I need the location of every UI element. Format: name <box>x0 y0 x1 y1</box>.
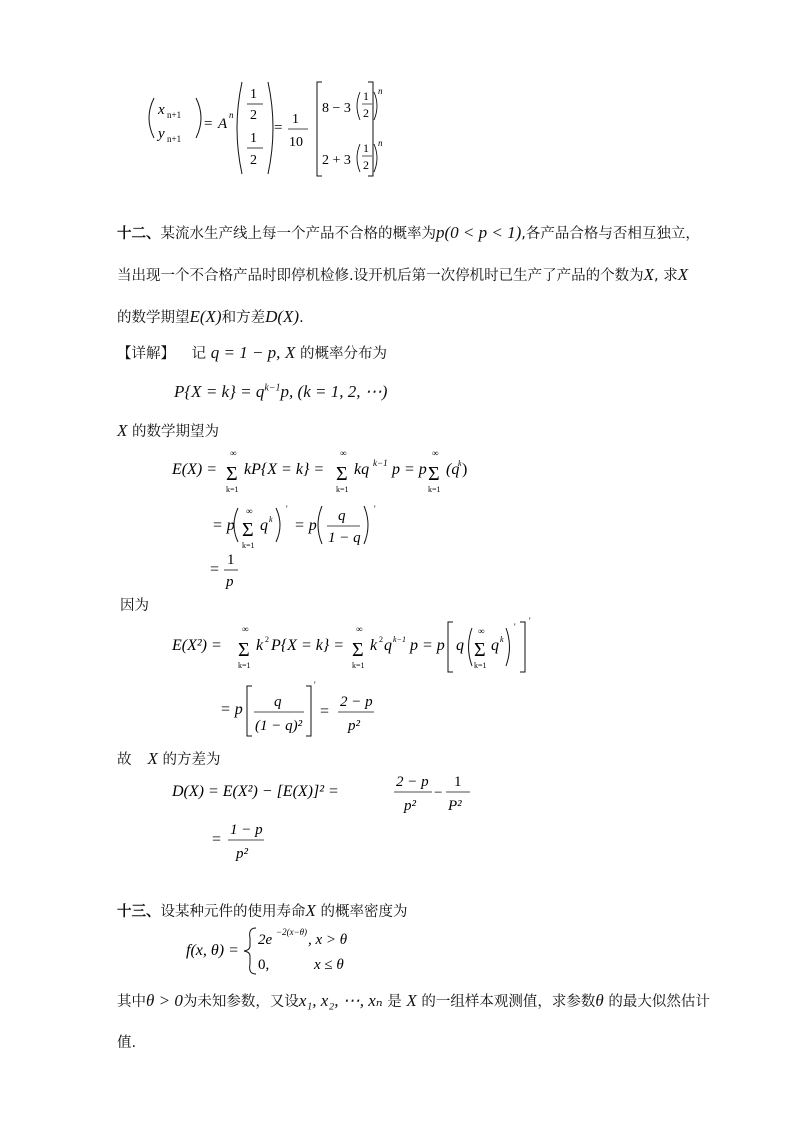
svg-text:2 − p: 2 − p <box>396 774 429 790</box>
pdf-equation <box>186 922 366 978</box>
svg-text:(1 − q)²: (1 − q)² <box>255 718 303 734</box>
svg-text:': ' <box>514 622 516 632</box>
svg-text:': ' <box>286 504 288 514</box>
because-label: 因为 <box>120 598 149 614</box>
svg-text:D(X) = E(X²) − [E(X)]² =: D(X) = E(X²) − [E(X)]² = <box>172 783 339 800</box>
svg-text:1: 1 <box>250 87 257 102</box>
svg-text:n: n <box>378 138 383 148</box>
svg-text:kP{X = k} =: kP{X = k} = <box>244 461 325 478</box>
svg-text:2 − p: 2 − p <box>340 694 373 710</box>
svg-text:q: q <box>491 637 499 654</box>
svg-text:k−1: k−1 <box>393 635 406 644</box>
svg-text:0,: 0, <box>258 957 270 973</box>
svg-text:k: k <box>458 459 462 468</box>
section13-line2: 其中θ > 0为未知参数，又设x₁, x₂, ⋯, xₙ 是 X 的一组样本观测值，求参数θ 的最大似然估计 <box>117 991 710 1010</box>
svg-text:k: k <box>269 515 273 524</box>
svg-text:k=1: k=1 <box>474 661 487 670</box>
svg-text:=: = <box>212 831 222 848</box>
svg-text:k=1: k=1 <box>352 661 365 670</box>
svg-text:': ' <box>374 504 376 514</box>
svg-text:k: k <box>370 637 378 654</box>
svg-text:Σ: Σ <box>428 463 440 485</box>
svg-text:, x > θ: , x > θ <box>308 932 348 948</box>
detail-intro: 【详解】 记 q = 1 − p, X 的概率分布为 <box>117 343 388 362</box>
svg-text:−2(x−θ): −2(x−θ) <box>276 927 308 937</box>
svg-text:∞: ∞ <box>478 626 485 636</box>
svg-text:1: 1 <box>454 774 462 790</box>
svg-text:8 − 3: 8 − 3 <box>322 101 351 116</box>
svg-text:p = p: p = p <box>392 461 427 478</box>
svg-text:1: 1 <box>292 112 299 127</box>
svg-text:P²: P² <box>448 798 462 814</box>
therefore-label: 故 X 的方差为 <box>117 749 221 768</box>
svg-text:kq: kq <box>354 461 370 478</box>
svg-text:q: q <box>338 508 346 524</box>
svg-text:k=1: k=1 <box>226 485 239 494</box>
svg-text:Σ: Σ <box>352 639 364 661</box>
svg-text:p: p <box>226 574 234 590</box>
svg-text:p²: p² <box>236 846 248 862</box>
svg-text:−: − <box>434 785 443 801</box>
svg-text:P{X = k} =: P{X = k} = <box>271 637 345 654</box>
svg-text:=: = <box>320 703 330 720</box>
svg-text:q: q <box>274 694 282 710</box>
section13-title: 十三、 <box>117 904 161 920</box>
svg-text:': ' <box>529 616 531 626</box>
section13-line1: 十三、设某种元件的使用寿命X 的概率密度为 <box>117 901 408 920</box>
section12-title: 十二、 <box>117 226 161 242</box>
svg-text:k=1: k=1 <box>242 541 255 550</box>
detail-label: 【详解】 <box>117 346 175 362</box>
svg-text:q: q <box>260 517 268 534</box>
svg-text:=: = <box>210 561 220 578</box>
svg-text:=: = <box>274 120 283 136</box>
svg-text:∞: ∞ <box>432 448 439 458</box>
svg-text:10: 10 <box>289 135 303 150</box>
svg-text:E(X²) =: E(X²) = <box>172 637 222 654</box>
lhs-y-sub: n+1 <box>167 134 182 144</box>
svg-text:1: 1 <box>363 141 369 155</box>
svg-text:2: 2 <box>250 108 257 123</box>
svg-text:n: n <box>378 86 383 96</box>
svg-text:p²: p² <box>404 798 416 814</box>
svg-text:2: 2 <box>379 635 383 644</box>
section12-line3: 的数学期望E(X)和方差D(X). <box>117 307 304 326</box>
second-moment-derivation <box>170 614 540 744</box>
svg-text:∞: ∞ <box>230 448 237 458</box>
svg-text:=: = <box>204 116 213 132</box>
section12-line2: 当出现一个不合格产品时即停机检修.设开机后第一次停机时已生产了产品的个数为X, 求X <box>117 265 689 284</box>
expectation-derivation <box>170 440 470 590</box>
svg-text:p²: p² <box>348 718 360 734</box>
expectation-label: X 的数学期望为 <box>117 421 219 440</box>
lhs-x: x <box>158 102 165 118</box>
svg-text:1: 1 <box>227 552 235 568</box>
svg-text:1 − p: 1 − p <box>230 822 263 838</box>
svg-text:1: 1 <box>250 131 257 146</box>
svg-text:E(X) =: E(X) = <box>172 461 217 478</box>
pmf-equation: $P\{X = k\} = q^{k-1}p$, (k = 1, 2, ⋯) <box>174 382 388 401</box>
svg-text:k=1: k=1 <box>238 661 251 670</box>
svg-text:n: n <box>229 110 234 120</box>
svg-text:p = p: p = p <box>410 637 445 654</box>
svg-text:Σ: Σ <box>238 639 250 661</box>
svg-text:2: 2 <box>363 158 369 172</box>
lhs-y: y <box>158 126 165 142</box>
svg-text:): ) <box>462 461 468 478</box>
svg-text:∞: ∞ <box>246 506 253 516</box>
svg-text:x ≤ θ: x ≤ θ <box>314 957 344 973</box>
svg-text:1 − q: 1 − q <box>328 530 361 546</box>
svg-text:1: 1 <box>363 89 369 103</box>
svg-text:= p: = p <box>212 517 235 534</box>
svg-text:k−1: k−1 <box>373 458 388 468</box>
svg-text:Σ: Σ <box>242 519 254 541</box>
variance-derivation <box>170 772 490 872</box>
svg-text:= p: = p <box>220 701 243 718</box>
svg-text:k=1: k=1 <box>336 485 349 494</box>
svg-text:2: 2 <box>250 153 257 168</box>
svg-text:q: q <box>384 637 392 654</box>
svg-text:Σ: Σ <box>226 463 238 485</box>
svg-text:k: k <box>500 635 504 644</box>
svg-text:∞: ∞ <box>340 448 347 458</box>
svg-text:(q: (q <box>446 461 460 478</box>
svg-text:∞: ∞ <box>356 624 363 634</box>
svg-text:q: q <box>456 637 464 654</box>
matrix-A: A <box>218 116 228 132</box>
svg-text:2e: 2e <box>258 932 273 948</box>
section12-line1: 十二、某流水生产线上每一个产品不合格的概率为p(0 < p < 1),各产品合格与否相互独立， <box>117 223 700 242</box>
matrix-row-entries <box>322 80 384 182</box>
svg-text:Σ: Σ <box>336 463 348 485</box>
lhs-x-sub: n+1 <box>167 110 182 120</box>
svg-text:∞: ∞ <box>242 624 249 634</box>
svg-text:Σ: Σ <box>474 639 486 661</box>
svg-text:2 + 3: 2 + 3 <box>322 153 351 168</box>
svg-text:': ' <box>314 680 316 690</box>
svg-text:2: 2 <box>363 106 369 120</box>
svg-text:k: k <box>256 637 264 654</box>
svg-text:f(x, θ) =: f(x, θ) = <box>186 942 239 959</box>
section13-line3: 值. <box>117 1035 137 1051</box>
svg-text:= p: = p <box>294 517 317 534</box>
svg-text:2: 2 <box>265 635 269 644</box>
svg-text:k=1: k=1 <box>428 485 441 494</box>
